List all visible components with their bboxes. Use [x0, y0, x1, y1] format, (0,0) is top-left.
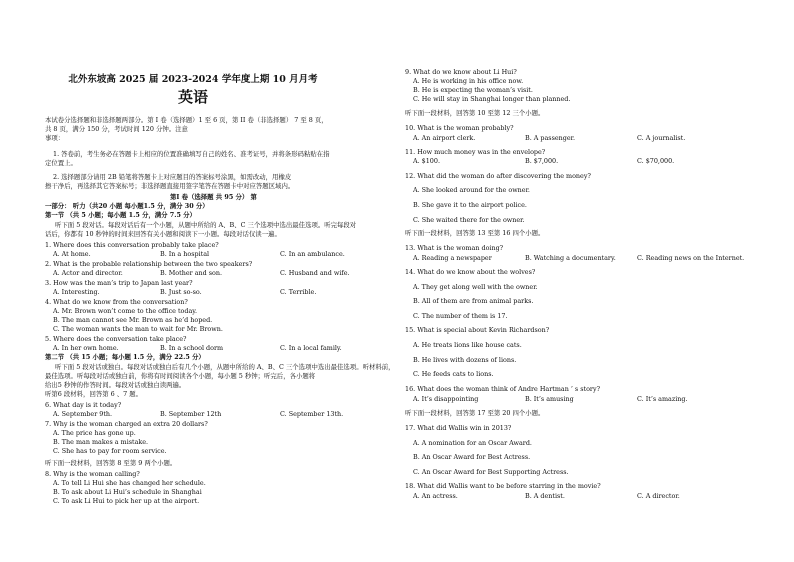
option-a: A. An actress.: [413, 492, 458, 500]
option-a: A. $100.: [413, 157, 440, 165]
option-b: B. Mother and son.: [160, 269, 223, 277]
instruction-line: 1. 答卷前，考生务必在答题卡上相应的位置准确填写自己的姓名、准考证号，并将条形码粘贴在指: [53, 150, 330, 158]
option-a: A. The price has gone up.: [53, 429, 136, 437]
option-b: B. Just so-so.: [160, 288, 202, 296]
question-stem: 4. What do we know from the conversation?: [45, 298, 188, 306]
part-heading: 一部分： 听力（共20 小题 每小题1.5 分，满分 30 分）: [45, 202, 209, 210]
option-b: B. Watching a documentary.: [525, 254, 616, 262]
question-stem: 18. What did Wallis want to be before starring in the movie?: [405, 482, 601, 490]
option-a: A. He treats lions like house cats.: [413, 341, 522, 349]
option-b: B. He lives with dozens of lions.: [413, 356, 517, 364]
option-a: A. Interesting.: [53, 288, 100, 296]
option-a: A. An airport clerk.: [413, 134, 476, 142]
option-a: A. In her own home.: [53, 344, 119, 352]
question-stem: 9. What do we know about Li Hui?: [405, 68, 517, 76]
question-stem: 3. How was the man’s trip to Japan last year?: [45, 279, 193, 287]
option-b: B. An Oscar Award for Best Actress.: [413, 453, 531, 461]
option-a: A. He is working in his office now.: [413, 77, 524, 85]
option-b: B. It’s amusing: [525, 395, 574, 403]
instruction-line: 事项：: [45, 134, 65, 142]
section-directions: 话后，你都有 10 秒钟的时间来回答有关小题和阅读下一小题。每段对话仅读一遍。: [45, 230, 281, 238]
option-a: A. Reading a newspaper: [413, 254, 492, 262]
option-b: B. A dentist.: [525, 492, 565, 500]
option-c: C. The woman wants the man to wait for Mr. Brown.: [53, 325, 223, 333]
question-stem: 17. What did Wallis win in 2013?: [405, 424, 512, 432]
section-directions: 听第6 段材料，回答第 6 、7 题。: [45, 390, 143, 398]
material-prompt: 听下面一段材料，回答第 10 至第 12 三个小题。: [405, 109, 545, 117]
option-b: B. The man makes a mistake.: [53, 438, 149, 446]
option-a: A. Actor and director.: [53, 269, 123, 277]
option-b: B. September 12th: [160, 410, 222, 418]
question-stem: 2. What is the probable relationship between the two speakers?: [45, 260, 253, 268]
option-a: A. Mr. Brown won’t come to the office today.: [53, 307, 198, 315]
option-c: C. She waited there for the owner.: [413, 216, 525, 224]
option-b: B. To ask about Li Hui’s schedule in Shanghai: [53, 488, 202, 496]
option-c: C. In an ambulance.: [280, 250, 345, 258]
instruction-line: 定位置上。: [45, 159, 77, 167]
instruction-line: 共 8 页，满分 150 分，考试时间 120 分钟。注意: [45, 125, 188, 133]
material-prompt: 听下面一段材料，回答第 17 至第 20 四个小题。: [405, 409, 545, 417]
option-a: A. A nomination for an Oscar Award.: [413, 439, 532, 447]
option-c: C. September 13th.: [280, 410, 344, 418]
question-stem: 6. What day is it today?: [45, 401, 122, 409]
question-stem: 16. What does the woman think of Andre Hartman ’ s story?: [405, 385, 601, 393]
question-stem: 12. What did the woman do after discovering the money?: [405, 172, 591, 180]
question-stem: 13. What is the woman doing?: [405, 244, 504, 252]
option-b: B. In a school dorm: [160, 344, 224, 352]
option-a: A. At home.: [53, 250, 91, 258]
option-c: C. He feeds cats to lions.: [413, 370, 494, 378]
exam-title: 北外东坡高 2025 届 2023-2024 学年度上期 10 月月考: [68, 74, 318, 85]
subject-title: 英语: [177, 88, 208, 106]
option-a: A. She looked around for the owner.: [413, 186, 530, 194]
section-heading: 第一节 （共 5 小题；每小题 1.5 分，满分 7.5 分）: [45, 211, 196, 219]
question-stem: 11. How much money was in the envelope?: [405, 148, 546, 156]
option-c: C. A director.: [637, 492, 680, 500]
option-a: A. It’s disappointing: [413, 395, 479, 403]
question-stem: 8. Why is the woman calling?: [45, 470, 140, 478]
option-c: C. The number of them is 17.: [413, 312, 508, 320]
option-b: B. He is expecting the woman’s visit.: [413, 86, 533, 94]
option-c: C. He will stay in Shanghai longer than planned.: [413, 95, 571, 103]
question-stem: 5. Where does the conversation take place?: [45, 335, 187, 343]
section-directions: 给出5 秒钟的作答时间。每段对话或独白读两遍。: [45, 381, 186, 389]
option-a: A. To tell Li Hui she has changed her schedule.: [53, 479, 206, 487]
option-c: C. Husband and wife.: [280, 269, 350, 277]
section-directions: 听下面 5 段对话或独白。每段对话或独白后有几个小题，从题中所给的 A、B、C 三个选项中选出最佳选项。听材料前，: [55, 363, 395, 371]
section-directions: 听下面 5 段对话。每段对话后有一个小题，从题中所给的 A、B、C 三个选项中选出最佳选项。听完每段对: [55, 221, 357, 229]
question-stem: 7. Why is the woman charged an extra 20 dollars?: [45, 420, 208, 428]
option-c: C. It’s amazing.: [637, 395, 688, 403]
option-b: B. She gave it to the airport police.: [413, 201, 527, 209]
option-c: C. Terrible.: [280, 288, 317, 296]
option-b: B. In a hospital: [160, 250, 210, 258]
option-c: C. Reading news on the Internet.: [637, 254, 745, 262]
instruction-line: 本试卷分选择题和非选择题两部分。第 I 卷（选择题）1 至 6 页，第 II 卷（非选择题） 7 至 8 页，: [45, 116, 328, 124]
section-heading: 第二节 （共 15 小题；每小题 1.5 分，满分 22.5 分）: [45, 353, 205, 361]
option-b: B. All of them are from animal parks.: [413, 297, 534, 305]
section-directions: 最佳选项。听每段对话或独白前，你将有时间阅读各个小题，每小题 5 秒钟；听完后，各小题将: [45, 372, 316, 380]
material-prompt: 听下面一段材料，回答第 8 至第 9 两个小题。: [45, 459, 177, 467]
option-a: A. September 9th.: [53, 410, 113, 418]
option-c: C. To ask Li Hui to pick her up at the airport.: [53, 497, 200, 505]
volume-heading: 第I 卷（选择题 共 95 分） 第: [170, 193, 257, 201]
material-prompt: 听下面一段材料，回答第 13 至第 16 四个小题。: [405, 229, 545, 237]
instruction-line: 擦干净后，再选择其它答案标号；非选择题直接用签字笔答在答题卡中对应答题区域内。: [45, 182, 295, 190]
question-stem: 1. Where does this conversation probably take place?: [45, 241, 219, 249]
option-c: C. She has to pay for room service.: [53, 447, 167, 455]
option-b: B. The man cannot see Mr. Brown as he’d hoped.: [53, 316, 213, 324]
option-c: C. An Oscar Award for Best Supporting Actress.: [413, 468, 569, 476]
question-stem: 10. What is the woman probably?: [405, 124, 514, 132]
question-stem: 14. What do we know about the wolves?: [405, 268, 536, 276]
option-b: B. $7,000.: [525, 157, 559, 165]
question-stem: 15. What is special about Kevin Richardson?: [405, 326, 550, 334]
option-c: C. $70,000.: [637, 157, 675, 165]
option-a: A. They get along well with the owner.: [413, 283, 538, 291]
option-c: C. In a local family.: [280, 344, 342, 352]
instruction-line: 2. 选择题部分请用 2B 铅笔将答题卡上对应题目的答案标号涂黑，如需改动，用橡皮: [53, 173, 292, 181]
option-c: C. A journalist.: [637, 134, 686, 142]
option-b: B. A passenger.: [525, 134, 576, 142]
